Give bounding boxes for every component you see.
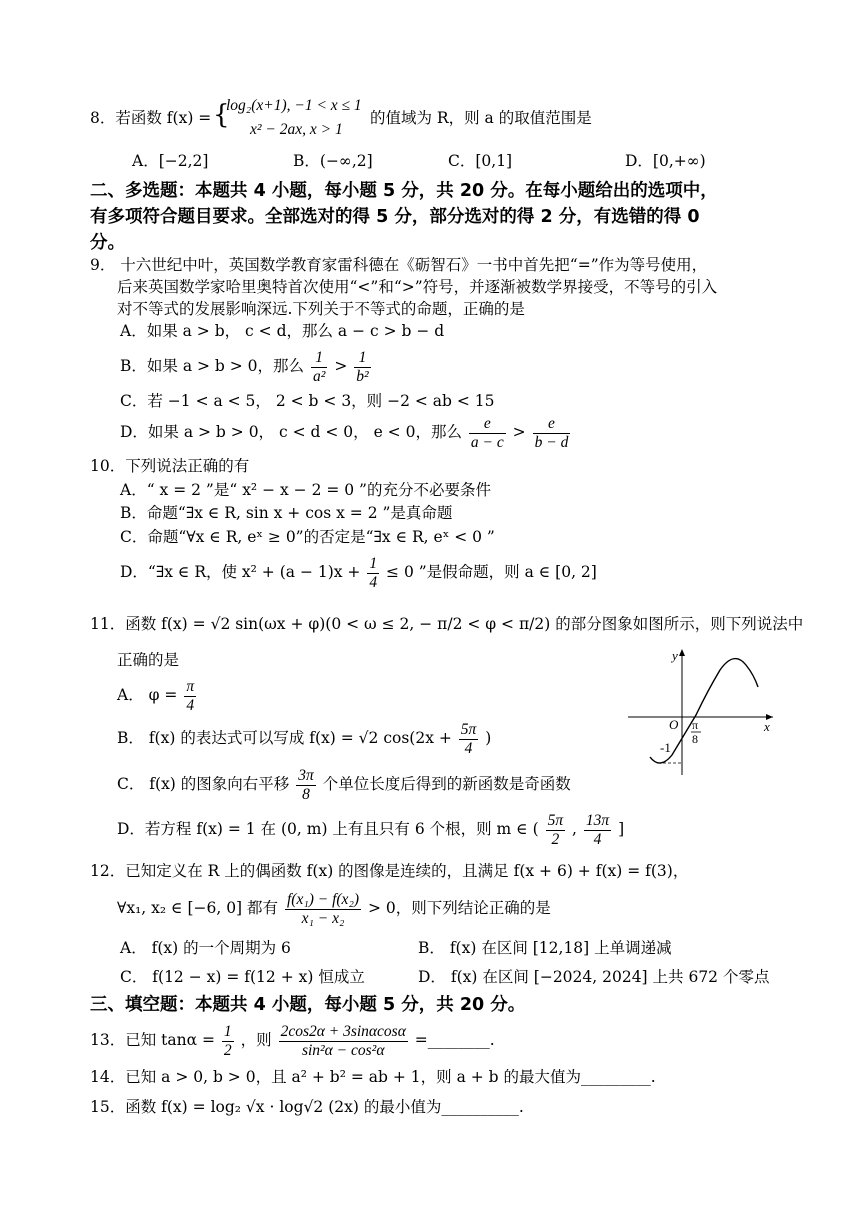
- graph-y-label: y: [672, 648, 678, 663]
- graph-origin-label: O: [669, 717, 679, 732]
- q8-case1: log₂(x+1), −1 < x ≤ 1: [226, 97, 362, 114]
- q8-option-d: D．[0,+∞): [625, 152, 706, 170]
- q11-option-a: A． φ = $\frac{\pi}{4}$: [117, 677, 195, 714]
- q13-frac2: $\frac{2\cos 2\alpha + 3\sin\alpha\cos\alpha}{\text{sin²α − cos²α}}$: [280, 1022, 406, 1059]
- q10-option-d: D．“∃x ∈ R，使 x² + (a − 1)x + $\frac{1}{4}$ ≤ 0 ”是假命题，则 a ∈ [0, 2]: [120, 554, 597, 591]
- section-2-line2: 有多项符合题目要求。全部选对的得 5 分，部分选对的得 2 分，有选错的得 0: [90, 207, 700, 227]
- q9-option-a: A．如果 a > b， c < d，那么 a − c > b − d: [120, 322, 445, 340]
- question-13: 13．已知 tanα = $\frac{1}{2}$ ，则 $\frac{2\cos 2\alpha + 3\sin\alpha\cos\alpha}{\text{sin²α − cos²α}}$ =________.: [90, 1022, 495, 1059]
- question-15: 15．函数 f(x) = log₂ √x · log√2 (2x) 的最小值为__________.: [90, 1098, 524, 1116]
- q12-option-d: D． f(x) 在区间 [−2024, 2024] 上共 672 个零点: [418, 968, 770, 986]
- q8-suffix: 的值域为 R，则 a 的取值范围是: [370, 109, 592, 127]
- q10-option-b: B．命题“∃x ∈ R, sin x + cos x = 2 ”是真命题: [120, 504, 453, 522]
- q9-option-d: D．如果 a > b > 0， c < d < 0， e < 0，那么 $\frac{e}{a - c}$ > $\frac{e}{b - d}$: [120, 414, 569, 451]
- q9-option-b: B．如果 a > b > 0，那么 $\frac{1}{\text{a²}}$ > $\frac{1}{\text{b²}}$: [120, 348, 369, 385]
- q11-d-frac2: $\frac{13\pi}{4}$: [585, 811, 610, 848]
- q13-frac1: $\frac{1}{2}$: [223, 1022, 232, 1059]
- q9-b-frac1: $\frac{1}{\text{a²}}$: [312, 348, 326, 385]
- q12-option-a: A． f(x) 的一个周期为 6: [120, 939, 291, 957]
- q9-line1: 9． 十六世纪中叶，英国数学教育家雷科德在《砺智石》一书中首先把“=”作为等号使用，: [90, 256, 708, 274]
- q9-b-frac2: $\frac{1}{\text{b²}}$: [356, 348, 369, 385]
- q12-option-b: B． f(x) 在区间 [12,18] 上单调递减: [418, 939, 672, 957]
- graph-minus-one-label: -1: [660, 740, 671, 755]
- section-2-line1: 二、多选题：本题共 4 小题，每小题 5 分，共 20 分。在每小题给出的选项中，: [90, 181, 718, 201]
- q9-option-c: C．若 −1 < a < 5， 2 < b < 3，则 −2 < ab < 15: [120, 392, 495, 410]
- q10-option-c: C．命题“∀x ∈ R, eˣ ≥ 0”的否定是“∃x ∈ R, eˣ < 0 ”: [120, 528, 495, 546]
- q11-option-d: D．若方程 f(x) = 1 在 (0, m) 上有且只有 6 个根，则 m ∈ ( $\frac{5\pi}{2}$ , $\frac{13\pi}{4}$ ]: [117, 811, 625, 848]
- q9-d-frac1: $\frac{e}{a - c}$: [470, 414, 504, 451]
- q8-option-b: B．(−∞,2]: [293, 152, 373, 170]
- q11-sine-graph: [628, 645, 778, 780]
- q11-b-frac: $\frac{5\pi}{4}$: [460, 720, 477, 757]
- q8-case2: x² − 2ax, x > 1: [250, 121, 343, 138]
- q11-a-frac: $\frac{\pi}{4}$: [186, 677, 195, 714]
- q9-d-frac2: $\frac{e}{b - d}$: [534, 414, 569, 451]
- q9-line2: 后来英国数学家哈里奥特首次使用“<”和“>”符号，并逐渐被数学界接受，不等号的引入: [117, 278, 718, 296]
- q9-line3: 对不等式的发展影响深远.下列关于不等式的命题，正确的是: [117, 300, 525, 318]
- q12-line2: ∀x₁, x₂ ∈ [−6, 0] 都有 $\frac{\text{f(x₁) − f(x₂)}}{\text{x₁ − x₂}}$ > 0，则下列结论正确的是: [117, 890, 551, 927]
- q11-option-b: B． f(x) 的表达式可以写成 f(x) = √2 cos(2x + $\frac{5\pi}{4}$ ): [117, 720, 492, 757]
- section-3-header: [90, 992, 780, 1018]
- section-2-header: [90, 178, 780, 256]
- q10-option-a: A．“ x = 2 ”是“ x² − x − 2 = 0 ”的充分不必要条件: [120, 481, 491, 499]
- q8-brace: {: [213, 100, 230, 130]
- q11-d-frac1: $\frac{5\pi}{2}$: [547, 811, 564, 848]
- q8-prefix: 8．若函数 f(x) =: [90, 109, 212, 127]
- q12-option-c: C． f(12 − x) = f(12 + x) 恒成立: [120, 968, 365, 986]
- q11-stem2: 正确的是: [117, 651, 180, 669]
- graph-root-den: 8: [692, 732, 698, 746]
- graph-x-label: x: [764, 719, 770, 734]
- q12-frac: $\frac{\text{f(x₁) − f(x₂)}}{\text{x₁ − x₂}}$: [286, 890, 359, 927]
- q8-option-c: C．[0,1]: [448, 152, 513, 170]
- section-3-line1: 三、填空题：本题共 4 小题，每小题 5 分，共 20 分。: [90, 995, 526, 1015]
- section-2-line3: 分。: [90, 233, 125, 253]
- q8-option-a: A．[−2,2]: [132, 152, 209, 170]
- q11-c-frac: $\frac{3\pi}{8}$: [298, 766, 314, 803]
- q12-line1: 12．已知定义在 R 上的偶函数 f(x) 的图像是连续的，且满足 f(x + 6) + f(x) = f(3)，: [90, 862, 689, 880]
- q10-stem: 10．下列说法正确的有: [90, 457, 250, 475]
- q11-stem: 11．函数 f(x) = √2 sin(ωx + φ)(0 < ω ≤ 2, − π/2 < φ < π/2) 的部分图象如图所示，则下列说法中: [90, 615, 804, 633]
- y-axis-arrow: [679, 649, 685, 656]
- question-14: 14．已知 a > 0, b > 0，且 a² + b² = ab + 1，则 a + b 的最大值为_________.: [90, 1068, 656, 1086]
- q10-d-frac: $\frac{1}{4}$: [369, 554, 378, 591]
- q11-option-c: C． f(x) 的图象向右平移 $\frac{3\pi}{8}$ 个单位长度后得到的新函数是奇函数: [117, 766, 571, 803]
- graph-root-num: π: [692, 718, 699, 732]
